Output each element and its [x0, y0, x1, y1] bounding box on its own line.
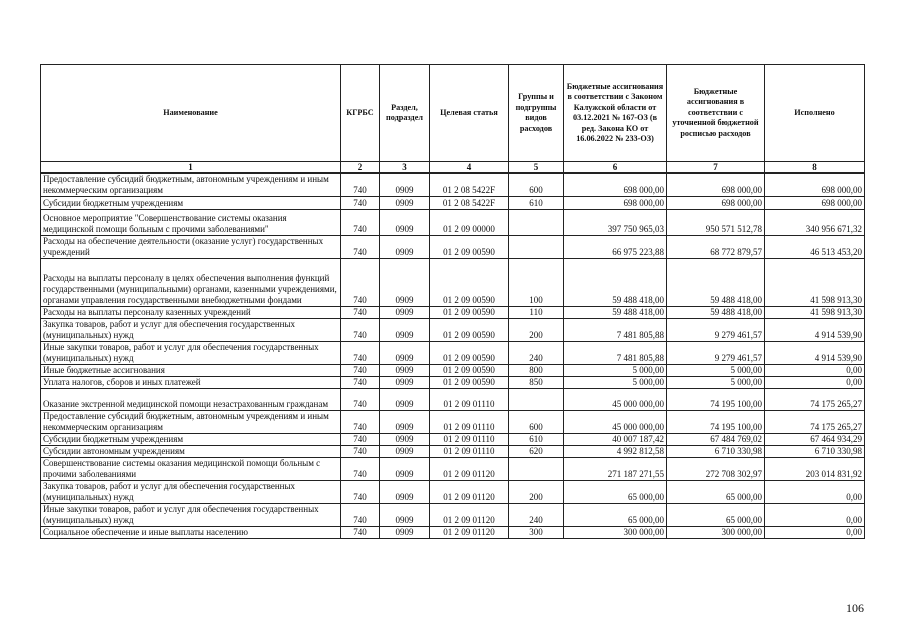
row-section: 0909	[380, 342, 430, 365]
row-refined-amount: 9 279 461,57	[667, 342, 765, 365]
table-row	[41, 481, 865, 504]
column-number: 4	[430, 162, 509, 174]
row-name: Иные бюджетные ассигнования	[41, 365, 341, 377]
row-group: 110	[509, 307, 564, 319]
row-law-amount: 698 000,00	[564, 197, 667, 210]
row-executed-amount: 41 598 913,30	[765, 259, 865, 307]
table-row	[41, 504, 865, 527]
row-name: Закупка товаров, работ и услуг для обеспечения государственных (муниципальных) нужд	[41, 481, 341, 504]
row-group	[509, 210, 564, 236]
budget-table	[40, 64, 865, 539]
row-executed-amount: 4 914 539,90	[765, 319, 865, 342]
row-kgrbs: 740	[341, 481, 380, 504]
row-name: Предоставление субсидий бюджетным, автономным учреждениям и иным некоммерческим организациям	[41, 173, 341, 197]
row-law-amount: 300 000,00	[564, 527, 667, 539]
row-refined-amount: 74 195 100,00	[667, 389, 765, 411]
row-group: 850	[509, 377, 564, 389]
row-kgrbs: 740	[341, 527, 380, 539]
row-group: 300	[509, 527, 564, 539]
row-refined-amount: 6 710 330,98	[667, 446, 765, 458]
row-target: 01 2 09 00590	[430, 236, 509, 259]
column-number: 3	[380, 162, 430, 174]
row-section: 0909	[380, 411, 430, 434]
table-row	[41, 434, 865, 446]
row-section: 0909	[380, 481, 430, 504]
row-group: 200	[509, 481, 564, 504]
row-group	[509, 389, 564, 411]
row-target: 01 2 08 5422F	[430, 173, 509, 197]
row-executed-amount: 67 464 934,29	[765, 434, 865, 446]
row-law-amount: 45 000 000,00	[564, 389, 667, 411]
row-refined-amount: 950 571 512,78	[667, 210, 765, 236]
row-group: 240	[509, 504, 564, 527]
row-refined-amount: 65 000,00	[667, 504, 765, 527]
row-refined-amount: 698 000,00	[667, 173, 765, 197]
row-executed-amount: 4 914 539,90	[765, 342, 865, 365]
row-refined-amount: 300 000,00	[667, 527, 765, 539]
row-target: 01 2 09 01120	[430, 458, 509, 481]
row-executed-amount: 74 175 265,27	[765, 389, 865, 411]
header-target: Целевая статья	[430, 65, 509, 162]
row-section: 0909	[380, 365, 430, 377]
row-group: 240	[509, 342, 564, 365]
row-section: 0909	[380, 458, 430, 481]
row-refined-amount: 272 708 302,97	[667, 458, 765, 481]
row-section: 0909	[380, 259, 430, 307]
row-executed-amount: 41 598 913,30	[765, 307, 865, 319]
row-executed-amount: 0,00	[765, 377, 865, 389]
row-section: 0909	[380, 319, 430, 342]
row-group: 610	[509, 434, 564, 446]
row-group: 620	[509, 446, 564, 458]
row-kgrbs: 740	[341, 319, 380, 342]
row-group	[509, 236, 564, 259]
table-row	[41, 342, 865, 365]
row-refined-amount: 59 488 418,00	[667, 259, 765, 307]
row-target: 01 2 09 01110	[430, 446, 509, 458]
row-target: 01 2 09 00590	[430, 365, 509, 377]
row-kgrbs: 740	[341, 504, 380, 527]
row-kgrbs: 740	[341, 411, 380, 434]
row-executed-amount: 0,00	[765, 365, 865, 377]
row-executed-amount: 203 014 831,92	[765, 458, 865, 481]
table-row	[41, 446, 865, 458]
table-row	[41, 259, 865, 307]
table-row	[41, 319, 865, 342]
column-number: 8	[765, 162, 865, 174]
row-section: 0909	[380, 307, 430, 319]
row-kgrbs: 740	[341, 210, 380, 236]
row-law-amount: 65 000,00	[564, 481, 667, 504]
column-number-row	[41, 162, 865, 174]
row-name: Расходы на выплаты персоналу казенных учреждений	[41, 307, 341, 319]
row-name: Субсидии автономным учреждениям	[41, 446, 341, 458]
row-name: Расходы на выплаты персоналу в целях обеспечения выполнения функций государственными (муниципальными) органами, казенными учреждениями, органами управления государственными внебюджетными фондами	[41, 259, 341, 307]
row-target: 01 2 09 00000	[430, 210, 509, 236]
table-row	[41, 377, 865, 389]
header-law-allocations: Бюджетные ассигнования в соответствии с Законом Калужской области от 03.12.2021 № 167-ОЗ (в ред. Закона КО от 16.06.2022 № 233-ОЗ)	[564, 65, 667, 162]
row-law-amount: 271 187 271,55	[564, 458, 667, 481]
table-row	[41, 173, 865, 197]
row-section: 0909	[380, 210, 430, 236]
row-kgrbs: 740	[341, 365, 380, 377]
row-law-amount: 698 000,00	[564, 173, 667, 197]
row-group: 100	[509, 259, 564, 307]
row-kgrbs: 740	[341, 389, 380, 411]
row-name: Субсидии бюджетным учреждениям	[41, 197, 341, 210]
row-name: Расходы на обеспечение деятельности (оказание услуг) государственных учреждений	[41, 236, 341, 259]
table-row	[41, 458, 865, 481]
row-law-amount: 4 992 812,58	[564, 446, 667, 458]
row-group: 600	[509, 173, 564, 197]
row-target: 01 2 09 01120	[430, 527, 509, 539]
row-target: 01 2 09 00590	[430, 377, 509, 389]
header-refined-allocations: Бюджетные ассигнования в соответствии с уточненной бюджетной росписью расходов	[667, 65, 765, 162]
row-section: 0909	[380, 197, 430, 210]
row-law-amount: 40 007 187,42	[564, 434, 667, 446]
row-executed-amount: 0,00	[765, 527, 865, 539]
table-row	[41, 411, 865, 434]
row-executed-amount: 698 000,00	[765, 173, 865, 197]
row-name: Предоставление субсидий бюджетным, автономным учреждениям и иным некоммерческим организациям	[41, 411, 341, 434]
row-kgrbs: 740	[341, 197, 380, 210]
row-section: 0909	[380, 446, 430, 458]
row-name: Совершенствование системы оказания медицинской помощи больным с прочими заболеваниями	[41, 458, 341, 481]
row-group: 600	[509, 411, 564, 434]
row-section: 0909	[380, 434, 430, 446]
row-law-amount: 45 000 000,00	[564, 411, 667, 434]
column-number: 1	[41, 162, 341, 174]
table-row	[41, 527, 865, 539]
row-group: 610	[509, 197, 564, 210]
row-group	[509, 458, 564, 481]
header-kgrbs: КГРБС	[341, 65, 380, 162]
row-target: 01 2 09 01120	[430, 481, 509, 504]
row-name: Социальное обеспечение и иные выплаты населению	[41, 527, 341, 539]
row-section: 0909	[380, 377, 430, 389]
row-target: 01 2 09 01110	[430, 411, 509, 434]
table-row	[41, 307, 865, 319]
row-kgrbs: 740	[341, 173, 380, 197]
row-kgrbs: 740	[341, 307, 380, 319]
header-executed: Исполнено	[765, 65, 865, 162]
row-refined-amount: 59 488 418,00	[667, 307, 765, 319]
row-target: 01 2 09 00590	[430, 319, 509, 342]
column-number: 6	[564, 162, 667, 174]
row-section: 0909	[380, 173, 430, 197]
row-refined-amount: 68 772 879,57	[667, 236, 765, 259]
row-target: 01 2 09 01110	[430, 434, 509, 446]
row-executed-amount: 46 513 453,20	[765, 236, 865, 259]
header-section: Раздел, подраздел	[380, 65, 430, 162]
column-number: 2	[341, 162, 380, 174]
row-target: 01 2 09 00590	[430, 342, 509, 365]
header-row	[41, 65, 865, 162]
row-refined-amount: 5 000,00	[667, 377, 765, 389]
row-law-amount: 7 481 805,88	[564, 319, 667, 342]
row-kgrbs: 740	[341, 377, 380, 389]
row-law-amount: 397 750 965,03	[564, 210, 667, 236]
row-kgrbs: 740	[341, 446, 380, 458]
row-section: 0909	[380, 504, 430, 527]
header-name: Наименование	[41, 65, 341, 162]
table-row	[41, 365, 865, 377]
row-group: 200	[509, 319, 564, 342]
row-law-amount: 66 975 223,88	[564, 236, 667, 259]
row-target: 01 2 09 00590	[430, 259, 509, 307]
header-groups: Группы и подгруппы видов расходов	[509, 65, 564, 162]
table-row	[41, 236, 865, 259]
row-refined-amount: 5 000,00	[667, 365, 765, 377]
column-number: 5	[509, 162, 564, 174]
row-law-amount: 7 481 805,88	[564, 342, 667, 365]
row-law-amount: 59 488 418,00	[564, 307, 667, 319]
row-executed-amount: 0,00	[765, 481, 865, 504]
row-executed-amount: 340 956 671,32	[765, 210, 865, 236]
row-section: 0909	[380, 236, 430, 259]
row-name: Оказание экстренной медицинской помощи незастрахованным гражданам	[41, 389, 341, 411]
row-group: 800	[509, 365, 564, 377]
row-refined-amount: 67 484 769,02	[667, 434, 765, 446]
row-executed-amount: 698 000,00	[765, 197, 865, 210]
row-kgrbs: 740	[341, 342, 380, 365]
row-refined-amount: 9 279 461,57	[667, 319, 765, 342]
row-refined-amount: 65 000,00	[667, 481, 765, 504]
row-law-amount: 5 000,00	[564, 365, 667, 377]
table-row	[41, 389, 865, 411]
page-number: 106	[846, 601, 864, 615]
row-name: Иные закупки товаров, работ и услуг для обеспечения государственных (муниципальных) нужд	[41, 504, 341, 527]
row-target: 01 2 09 00590	[430, 307, 509, 319]
row-kgrbs: 740	[341, 236, 380, 259]
row-law-amount: 65 000,00	[564, 504, 667, 527]
row-name: Основное мероприятие "Совершенствование системы оказания медицинской помощи больным с прочими заболеваниями"	[41, 210, 341, 236]
table-body	[41, 173, 865, 539]
row-name: Уплата налогов, сборов и иных платежей	[41, 377, 341, 389]
row-law-amount: 5 000,00	[564, 377, 667, 389]
row-target: 01 2 08 5422F	[430, 197, 509, 210]
row-name: Иные закупки товаров, работ и услуг для обеспечения государственных (муниципальных) нужд	[41, 342, 341, 365]
row-kgrbs: 740	[341, 434, 380, 446]
row-refined-amount: 74 195 100,00	[667, 411, 765, 434]
row-refined-amount: 698 000,00	[667, 197, 765, 210]
row-target: 01 2 09 01120	[430, 504, 509, 527]
table-row	[41, 210, 865, 236]
table-row	[41, 197, 865, 210]
column-number: 7	[667, 162, 765, 174]
row-name: Субсидии бюджетным учреждениям	[41, 434, 341, 446]
row-section: 0909	[380, 527, 430, 539]
row-executed-amount: 0,00	[765, 504, 865, 527]
row-executed-amount: 74 175 265,27	[765, 411, 865, 434]
row-kgrbs: 740	[341, 458, 380, 481]
row-kgrbs: 740	[341, 259, 380, 307]
row-target: 01 2 09 01110	[430, 389, 509, 411]
row-law-amount: 59 488 418,00	[564, 259, 667, 307]
row-executed-amount: 6 710 330,98	[765, 446, 865, 458]
row-section: 0909	[380, 389, 430, 411]
row-name: Закупка товаров, работ и услуг для обеспечения государственных (муниципальных) нужд	[41, 319, 341, 342]
